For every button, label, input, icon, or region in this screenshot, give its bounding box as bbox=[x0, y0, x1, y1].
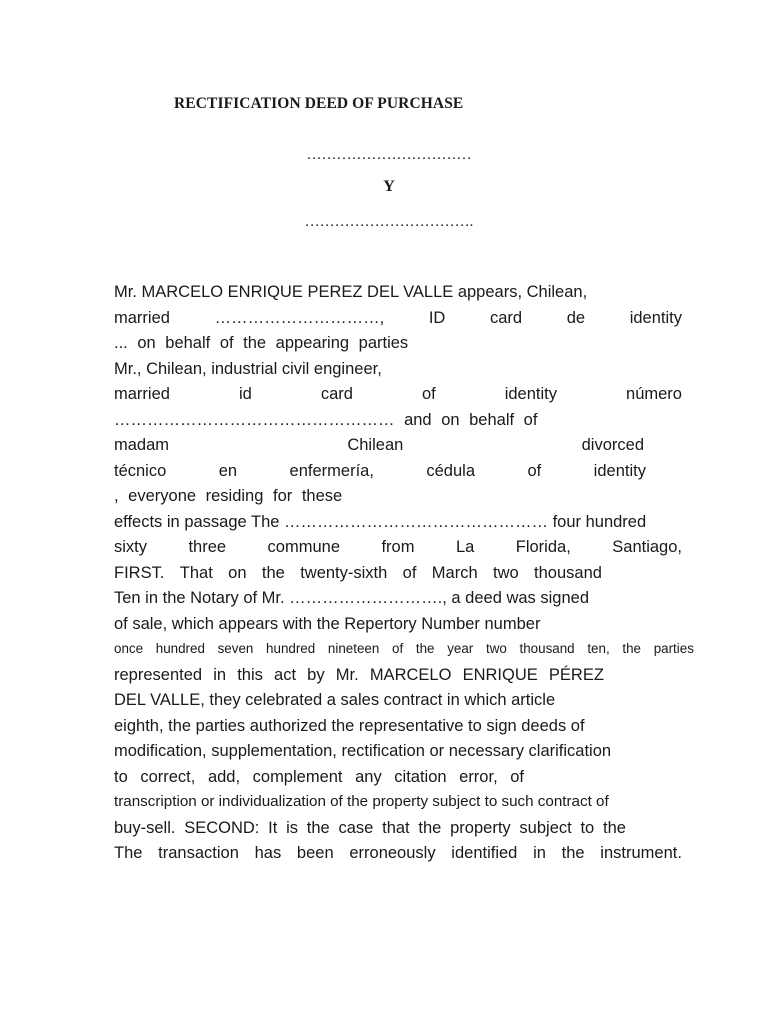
body-word: …………………………, bbox=[214, 308, 385, 327]
body-word: identity bbox=[593, 461, 646, 480]
body-word: property bbox=[450, 818, 511, 837]
body-line bbox=[114, 842, 682, 868]
body-line: , everyone residing for these bbox=[114, 487, 343, 505]
body-word: madam bbox=[114, 436, 170, 454]
body-word: identity bbox=[629, 308, 682, 327]
body-line bbox=[114, 817, 626, 843]
body-line: ... on behalf of the appearing parties bbox=[114, 334, 409, 352]
body-word: has bbox=[254, 844, 282, 862]
body-word: complement bbox=[252, 767, 343, 786]
body-word: ID bbox=[428, 308, 446, 327]
body-word: PÉREZ bbox=[548, 665, 604, 684]
body-word: of bbox=[527, 461, 542, 480]
body-word: erroneously bbox=[349, 844, 436, 862]
body-line: …………………………………………… and on behalf of bbox=[114, 410, 538, 429]
body-word: id bbox=[238, 385, 252, 403]
body-word: enfermería, bbox=[289, 461, 374, 480]
body-word: March bbox=[431, 563, 478, 582]
body-line bbox=[114, 383, 682, 409]
body-word: Mr. bbox=[335, 665, 359, 684]
body-word: nineteen bbox=[327, 641, 380, 656]
party-placeholder-2: ……………………………. bbox=[304, 214, 474, 230]
body-word: on bbox=[228, 563, 247, 582]
body-word: transaction bbox=[158, 844, 239, 862]
body-word: to bbox=[580, 818, 595, 837]
body-word: the bbox=[306, 818, 330, 837]
body-word: hundred bbox=[266, 641, 316, 656]
body-word: three bbox=[188, 538, 227, 556]
body-word: identified bbox=[451, 844, 518, 862]
body-word: That bbox=[179, 563, 213, 582]
body-word: Santiago, bbox=[612, 538, 682, 556]
body-word: the bbox=[418, 818, 442, 837]
body-word: to bbox=[114, 767, 128, 786]
body-word: instrument. bbox=[600, 844, 682, 862]
body-word: thousand bbox=[519, 641, 575, 656]
body-word: that bbox=[382, 818, 410, 837]
body-word: of bbox=[402, 563, 417, 582]
body-word: identity bbox=[504, 385, 557, 403]
body-word: represented bbox=[114, 665, 203, 684]
body-word: divorced bbox=[581, 436, 644, 454]
body-line bbox=[114, 638, 694, 664]
body-word: ENRIQUE bbox=[462, 665, 538, 684]
body-word: act bbox=[274, 665, 297, 684]
body-word: case bbox=[338, 818, 374, 837]
body-line bbox=[114, 664, 604, 690]
body-line bbox=[114, 536, 682, 562]
body-word: from bbox=[381, 538, 415, 556]
deed-body bbox=[114, 281, 694, 868]
body-word: been bbox=[296, 844, 334, 862]
body-word: MARCELO bbox=[369, 665, 452, 684]
body-line bbox=[114, 766, 524, 792]
body-word: It bbox=[268, 818, 278, 837]
body-word: seven bbox=[217, 641, 254, 656]
body-line bbox=[114, 460, 646, 486]
body-word: year bbox=[447, 641, 474, 656]
body-word: two bbox=[492, 563, 519, 582]
document-title: RECTIFICATION DEED OF PURCHASE bbox=[174, 95, 464, 112]
body-word: once bbox=[114, 641, 144, 656]
body-line bbox=[114, 307, 682, 333]
body-word: hundred bbox=[155, 641, 205, 656]
body-word: in bbox=[533, 844, 546, 862]
body-word: FIRST. bbox=[114, 563, 165, 582]
body-word: the bbox=[261, 563, 285, 582]
body-word: the bbox=[622, 641, 641, 656]
body-word: en bbox=[218, 461, 238, 480]
body-word: técnico bbox=[114, 461, 167, 480]
body-word: La bbox=[455, 538, 475, 556]
body-word: by bbox=[307, 665, 325, 684]
body-line: Ten in the Notary of Mr. ………………………., a deed was signed bbox=[114, 589, 590, 607]
body-word: of bbox=[510, 767, 524, 786]
body-line: modification, supplementation, rectification or necessary clarification bbox=[114, 742, 612, 760]
body-word: buy-sell. bbox=[114, 818, 176, 837]
body-word: correct, bbox=[140, 767, 196, 786]
party-placeholder-1: …………………………… bbox=[306, 147, 472, 163]
body-word: thousand bbox=[534, 563, 602, 582]
body-word: married bbox=[114, 308, 170, 327]
body-word: is bbox=[286, 818, 299, 837]
body-word: The bbox=[114, 844, 143, 862]
body-word: add, bbox=[207, 767, 241, 786]
body-line: Mr., Chilean, industrial civil engineer, bbox=[114, 359, 382, 378]
body-word: Chilean bbox=[347, 436, 404, 454]
body-word: twenty-sixth bbox=[300, 563, 388, 582]
body-word: commune bbox=[267, 538, 340, 556]
conjunction-separator: Y bbox=[383, 178, 395, 195]
body-word: the bbox=[561, 844, 585, 862]
body-word: SECOND: bbox=[184, 818, 260, 837]
body-word: married bbox=[114, 385, 170, 403]
body-word: subject bbox=[519, 818, 572, 837]
body-word: the bbox=[415, 641, 435, 656]
body-word: card bbox=[320, 385, 353, 403]
body-word: número bbox=[626, 385, 682, 403]
body-line bbox=[114, 434, 644, 460]
body-line bbox=[114, 562, 602, 588]
body-word: cédula bbox=[426, 461, 475, 480]
body-line: transcription or individualization of the property subject to such contract of bbox=[114, 793, 609, 810]
body-word: ten, bbox=[587, 641, 610, 656]
body-line: DEL VALLE, they celebrated a sales contract in which article bbox=[114, 691, 556, 709]
body-word: de bbox=[566, 308, 586, 327]
body-word: sixty bbox=[114, 538, 147, 556]
body-word: the bbox=[603, 818, 626, 837]
body-line: of sale, which appears with the Repertory Number number bbox=[114, 614, 541, 633]
body-word: error, bbox=[459, 767, 498, 786]
body-word: of bbox=[392, 641, 404, 656]
body-word: parties bbox=[653, 641, 694, 656]
body-line: Mr. MARCELO ENRIQUE PEREZ DEL VALLE appears, Chilean, bbox=[114, 283, 588, 301]
body-word: any bbox=[355, 767, 382, 786]
body-word: card bbox=[489, 308, 523, 327]
body-word: Florida, bbox=[515, 538, 571, 556]
body-word: of bbox=[421, 385, 436, 403]
body-word: two bbox=[485, 641, 507, 656]
body-word: this bbox=[237, 665, 263, 684]
body-line: effects in passage The ………………………………………… four hundred bbox=[114, 512, 647, 531]
body-word: in bbox=[213, 665, 227, 684]
body-word: citation bbox=[394, 767, 447, 786]
body-line: eighth, the parties authorized the representative to sign deeds of bbox=[114, 716, 585, 735]
